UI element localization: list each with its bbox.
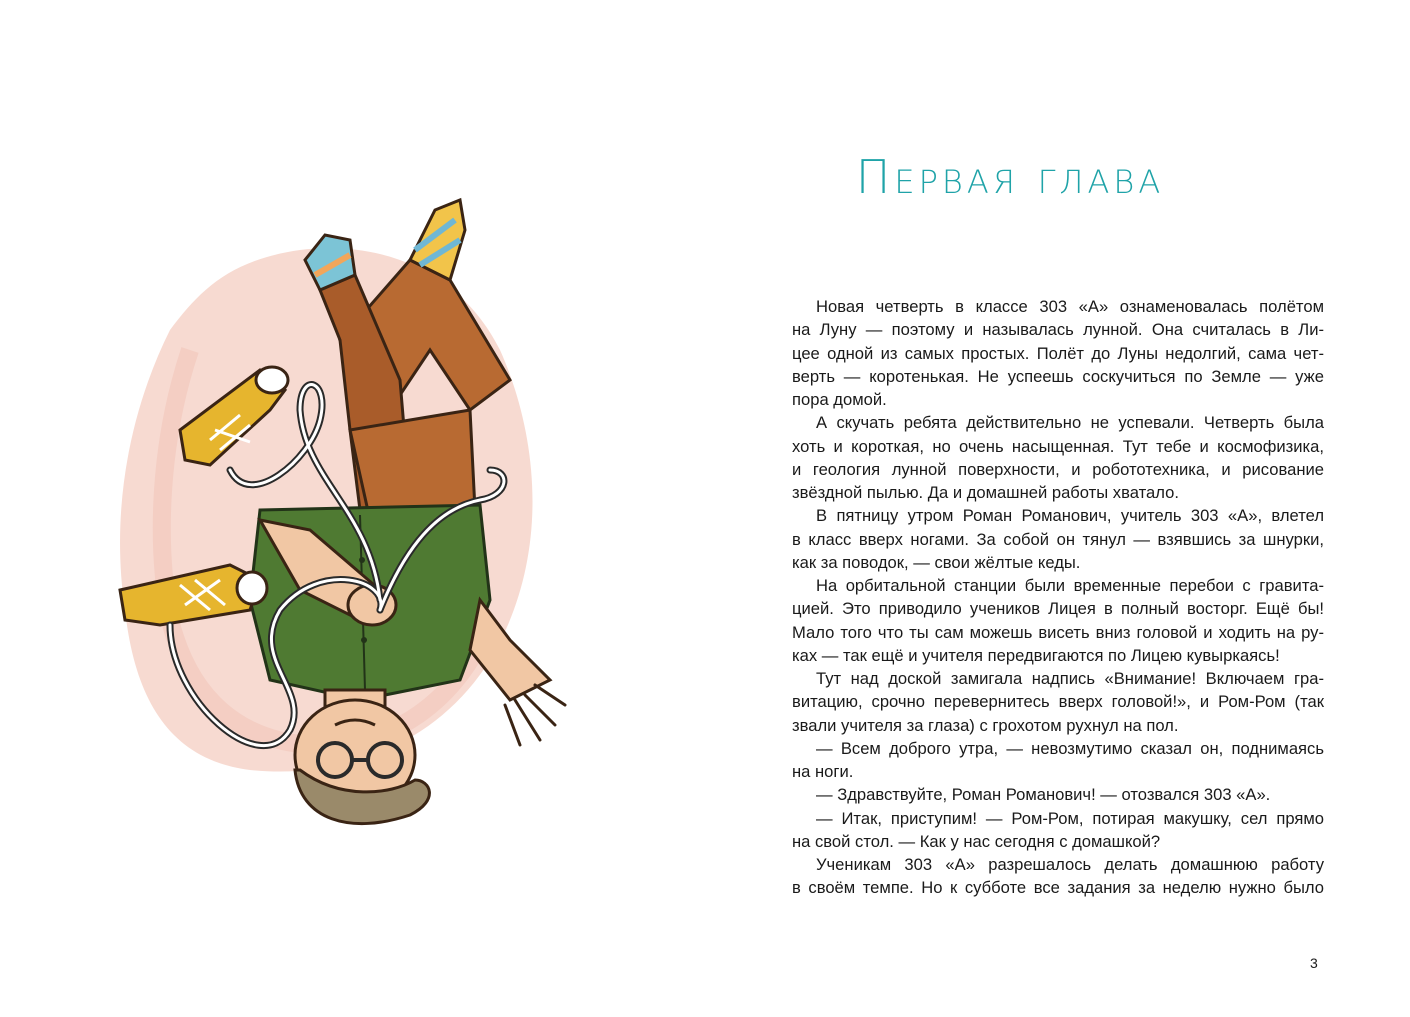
text-line: пора домой. bbox=[792, 390, 887, 409]
text-line: звали учителя за глаза) с грохотом рухнул на пол. bbox=[792, 715, 1179, 735]
text-line: — Итак, приступим! — Ром-Ром, потирая макушку, сел прямо bbox=[816, 808, 1324, 828]
text-line: звёздной пылью. Да и домашней работы хватало. bbox=[792, 483, 1179, 502]
text-line: Тут над доской замигала надпись «Внимание! Включаем гра- bbox=[816, 669, 1324, 688]
text-line: на свой стол. — Как у нас сегодня с домашкой? bbox=[792, 831, 1161, 851]
text-line: хоть и короткая, но очень насыщенная. Тут тебе и космофизика, bbox=[792, 436, 1324, 456]
text-line: ках — так ещё и учителя передвигаются по Лицею кувыркаясь! bbox=[792, 645, 1280, 665]
text-line: Ученикам 303 «А» разрешалось делать домашнюю работу bbox=[816, 855, 1324, 874]
page-number: 3 bbox=[1310, 955, 1318, 971]
text-line: — Здравствуйте, Роман Романович! — отозвался 303 «А». bbox=[816, 785, 1271, 805]
illustration-upside-down-teacher bbox=[110, 180, 580, 840]
text-line: витацию, срочно перевернитесь вверх головой!», и Ром-Ром (так bbox=[792, 692, 1324, 712]
text-line: как за поводок, — свои жёлтые кеды. bbox=[792, 552, 1081, 572]
text-line: в своём темпе. Но к субботе все задания за неделю нужно было bbox=[792, 878, 1324, 898]
text-line: на ноги. bbox=[792, 762, 854, 781]
text-line: на Луну — поэтому и называлась лунной. Она считалась в Ли- bbox=[792, 320, 1324, 340]
chapter-title: Первая глава bbox=[855, 150, 1165, 204]
text-line: А скучать ребята действительно не успевали. Четверть была bbox=[816, 413, 1324, 433]
text-line: цией. Это приводило учеников Лицея в полный восторг. Ещё бы! bbox=[792, 599, 1324, 619]
text-line: и геология лунной поверхности, и робототехника, и рисование bbox=[792, 459, 1324, 479]
teacher-illustration-svg bbox=[110, 180, 580, 840]
text-line: Новая четверть в классе 303 «А» ознаменовалась полётом bbox=[816, 297, 1324, 316]
text-line: На орбитальной станции были временные перебои с гравита- bbox=[816, 576, 1324, 595]
text-line: Мало того что ты сам можешь висеть вниз головой и ходить на ру- bbox=[792, 622, 1324, 642]
text-line: цее одной из самых простых. Полёт до Луны недолгий, сама чет- bbox=[792, 343, 1324, 363]
text-line: — Всем доброго утра, — невозмутимо сказал он, поднимаясь bbox=[816, 738, 1324, 758]
text-line: верть — коротенькая. Не успеешь соскучиться по Земле — уже bbox=[792, 366, 1324, 386]
chapter-body bbox=[792, 295, 1324, 900]
text-line: в класс вверх ногами. За собой он тянул — взявшись за шнурки, bbox=[792, 529, 1324, 549]
text-line: В пятницу утром Роман Романович, учитель 303 «А», влетел bbox=[816, 506, 1324, 526]
